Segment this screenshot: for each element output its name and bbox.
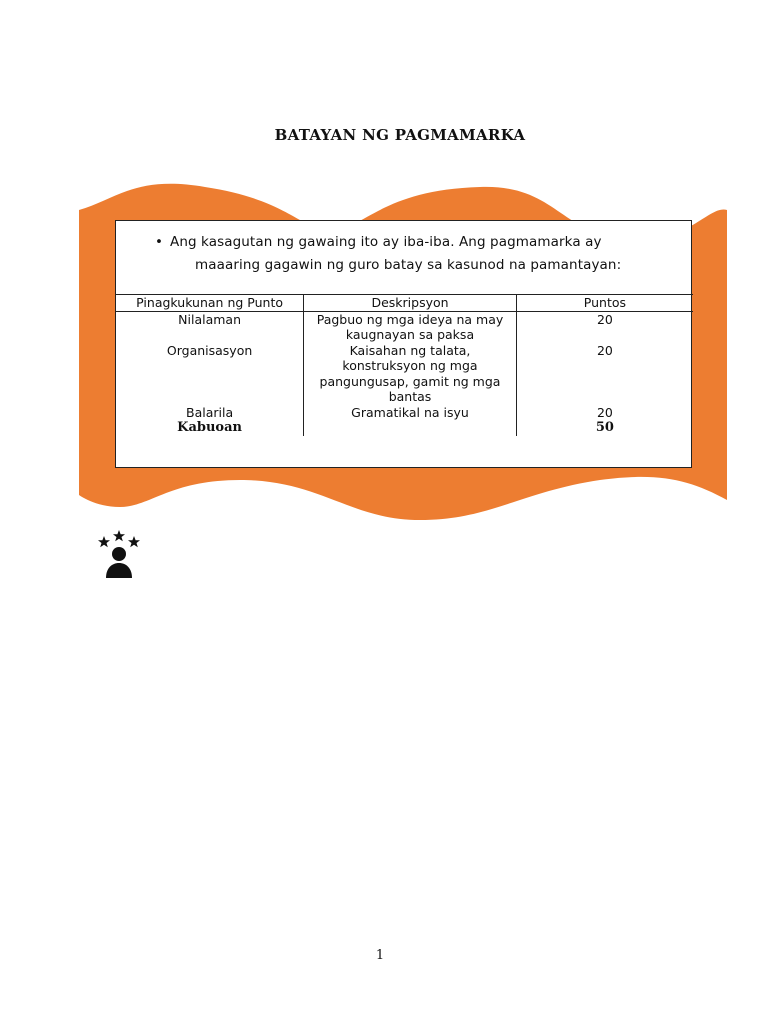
star-left-icon [98,536,110,547]
person-head-icon [112,547,126,561]
table-row [116,311,693,343]
table-row [116,405,693,421]
description-cell: Pagbuo ng mga ideya na may kaugnayan sa paksa [304,311,517,343]
table-header-row [116,295,693,312]
criterion-cell: Nilalaman [178,311,242,327]
header-criterion: Pinagkukunan ng Punto [116,295,304,312]
total-points: 50 [595,420,614,435]
total-label: Kabuoan [177,420,242,435]
rubric-panel [115,220,692,468]
instruction-line-2: maaaring gagawin ng guro batay sa kasunod na pamantayan: [195,257,622,273]
header-description: Deskripsyon [304,295,517,312]
total-row [116,420,693,436]
points-cell: 20 [596,342,613,358]
instruction-text [155,231,680,277]
table-spacer-row [116,436,693,464]
rubric-table [116,294,693,464]
page-number: 1 [375,948,385,963]
description-cell: Kaisahan ng talata, konstruksyon ng mga pangungusap, gamit ng mga bantas [304,343,517,405]
total-description-cell [304,420,517,436]
table-row [116,343,693,405]
person-stars-icon [94,530,144,580]
criterion-cell: Organisasyon [166,342,253,358]
criterion-cell: Balarila [186,404,234,420]
points-cell: 20 [596,311,613,327]
person-body-icon [106,563,132,578]
star-center-icon [113,530,125,541]
page-title: BATAYAN NG PAGMAMARKA [274,126,526,144]
instruction-line-1: Ang kasagutan ng gawaing ito ay iba-iba. Ang pagmamarka ay [170,234,602,250]
bullet-marker: • [155,234,164,250]
points-cell: 20 [596,404,613,420]
description-cell: Gramatikal na isyu [304,405,517,421]
star-right-icon [128,536,140,547]
header-points: Puntos [516,295,693,312]
